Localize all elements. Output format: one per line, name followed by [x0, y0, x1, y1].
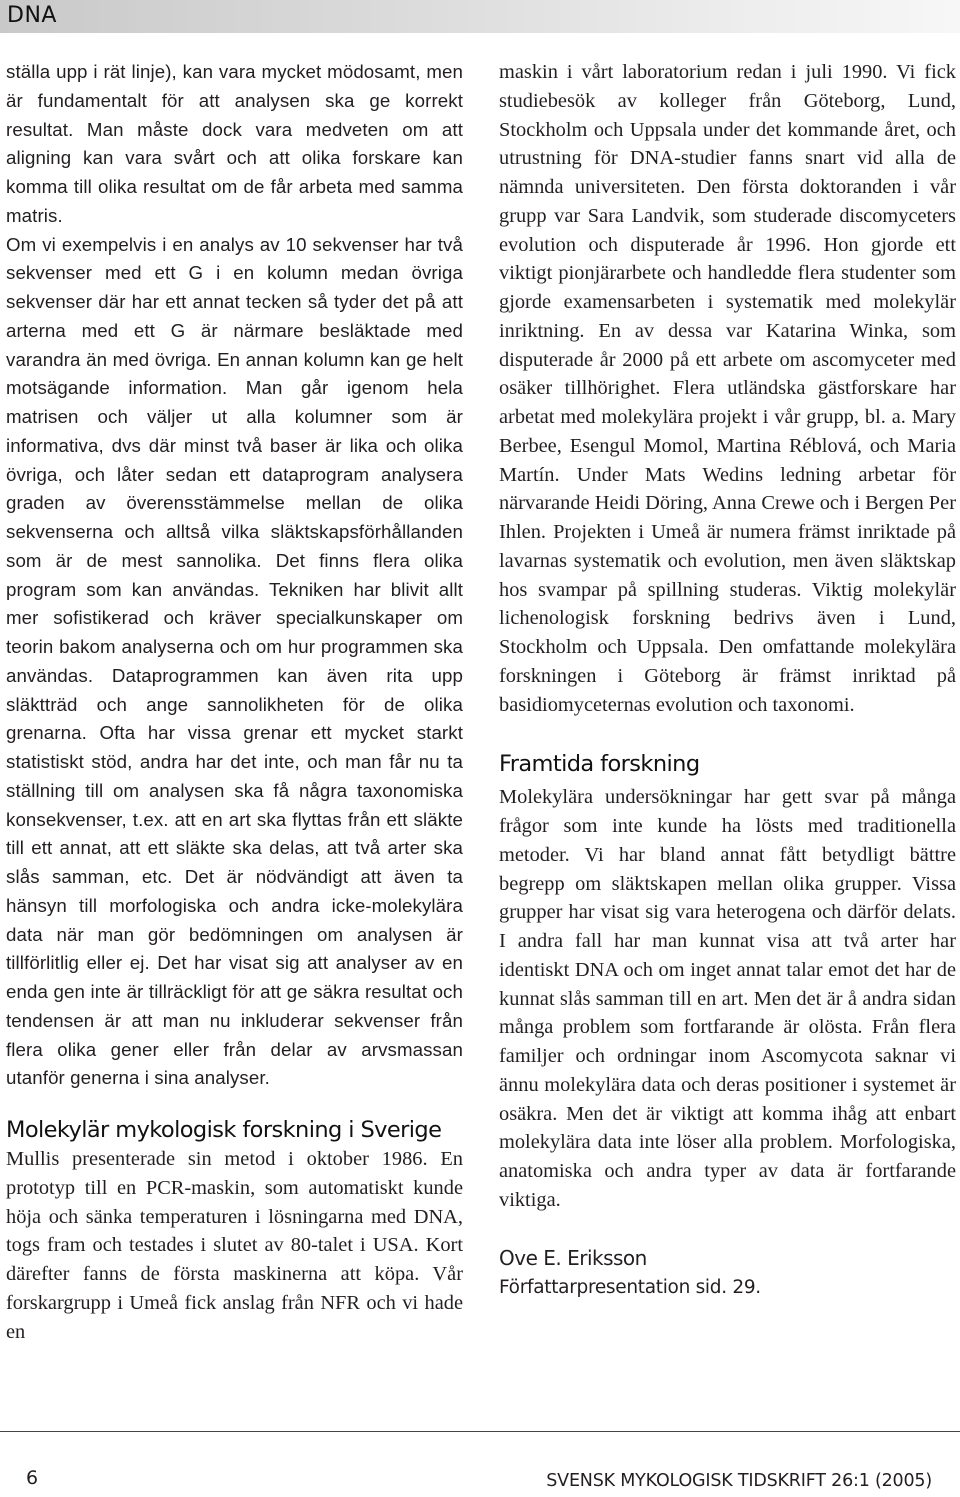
left-paragraph-3: Mullis presenterade sin metod i oktober 1986. En prototyp till en PCR-maskin, som automatiskt kunde höja och sänka temperaturen i lösningarna med DNA, togs fram och testades i slutet av 80-talet i USA. Kort därefter fanns de första maskinerna att köpa. Vår forskargrupp i Umeå fick anslag från NFR och vi hade en — [6, 1148, 463, 1343]
right-paragraph-1: maskin i vårt laboratorium redan i juli 1990. Vi fick studiebesök av kolleger från Göteborg, Lund, Stockholm och Uppsala under det kommande året, och utrustning för DNA-studier fanns snart vid alla de nämnda universiteten. Den första doktoranden i vår grupp var Sara Landvik, som studerade discomyceters evolution och disputerade år 1996. Hon gjorde ett viktigt pionjärarbete och handledde flera studenter som gjorde examensarbeten i systematik med molekylär inriktning. En av dessa var Katarina Winka, som disputerade år 2000 på ett arbete om ascomyceter med osäker tillhörighet. Flera utländska gästforskare har arbetat med molekylära projekt i vår grupp, bl. a. Mary Berbee, Esengul Momol, Martina Réblová, och Maria Martín. Under Mats Wedins ledning arbetar för närvarande Heidi Döring, Anna Crewe och i Bergen Per Ihlen. Projekten i Umeå är numera främst inriktade på lavarnas systematik och evolution, men även släktskap hos svampar på spillning studeras. Viktig molekylär lichenologisk forskning bedrivs även i Lund, Stockholm och Uppsala. Den omfattande molekylära forskningen i Göteborg är främst inriktad på basidiomyceternas evolution och taxonomi. — [499, 61, 956, 716]
page-number: 6 — [26, 1467, 39, 1489]
section-tag: DNA — [7, 3, 57, 28]
left-paragraph-2: Om vi exempelvis i en analys av 10 sekvenser har två sekvenser med ett G i en kolumn medan övriga sekvenser där har ett annat tecken så tyder det på att arterna med ett G är närmare besläktade med varandra än med övriga. En annan kolumn kan ge helt motsägande information. Man går igenom hela matrisen och väljer ut alla kolumner som är informativa, dvs där minst två baser är lika och olika övriga, och låter sedan ett dataprogram analysera graden av överensstämmelse mellan de olika sekvenserna och alltså vilka släktskapsförhållanden som är de mest sannolika. Det finns flera olika program som kan användas. Tekniken har blivit allt mer sofistikerad och kräver specialkunskaper om teorin bakom analyserna och om hur programmen ska användas. Dataprogrammen kan även rita upp släktträd och ange sannolikheten för de olika grenarna. Ofta har vissa grenar ett mycket starkt statistiskt stöd, andra har det inte, och man får nu ta ställning till om analysen ska få några taxonomiska konsekvenser, t.ex. att en art ska flyttas från ett släkte till ett annat, att ett släkte ska delas, att två arter ska slås samman, etc. Det är nödvändigt att även ta hänsyn till morfologiska och andra icke-molekylära data när man gör bedömningen om analysen är tillförlitlig eller ej. Det har visat sig att analyser av en enda gen inte är tillräckligt för att ge säkra resultat och tendensen är att man nu inkluderar sekvenser från flera olika gener eller från delar av arvsmassan utanför generna i sina analyser. — [6, 233, 463, 1089]
header-band — [0, 0, 960, 33]
footer-rule — [0, 1431, 960, 1432]
author-name: Ove E. Eriksson — [499, 1245, 647, 1270]
section-heading-molecular-mycology: Molekylär mykologisk forskning i Sverige — [6, 1117, 442, 1143]
right-paragraph-2: Molekylära undersökningar har gett svar på många frågor som inte kunde ha lösts med traditionella metoder. Vi har bland annat fått betydligt bättre begrepp om släktskapen mellan olika grupper. Vissa grupper har visat sig vara heterogena och därför delats. I andra fall har man kunnat visa att två arter har identiskt DNA och om inget annat talar emot det har de kunnat slås samman till en art. Men det är å andra sidan många problem som fortfarande är olösta. Från flera familjer och ordningar inom Ascomycota saknar vi ännu molekylära data och deras positioner i systemet är osäkra. Men det är viktigt att komma ihåg att enbart molekylära data inte löser alla problem. Morfologiska, anatomiska och andra typer av data är fortfarande viktiga. — [499, 786, 956, 1211]
author-note: Författarpresentation sid. 29. — [499, 1276, 761, 1298]
journal-title: SVENSK MYKOLOGISK TIDSKRIFT 26:1 (2005) — [546, 1471, 932, 1491]
section-heading-future-research: Framtida forskning — [499, 751, 700, 778]
left-paragraph-1: ställa upp i rät linje), kan vara mycket mödosamt, men är fundamentalt för att analysen ska ge korrekt resultat. Man måste dock vara medveten om att aligning kan vara svårt och att olika forskare kan komma till olika resultat om de får arbeta med samma matris. — [6, 61, 463, 226]
right-column — [499, 58, 956, 1303]
left-column — [6, 58, 463, 1346]
